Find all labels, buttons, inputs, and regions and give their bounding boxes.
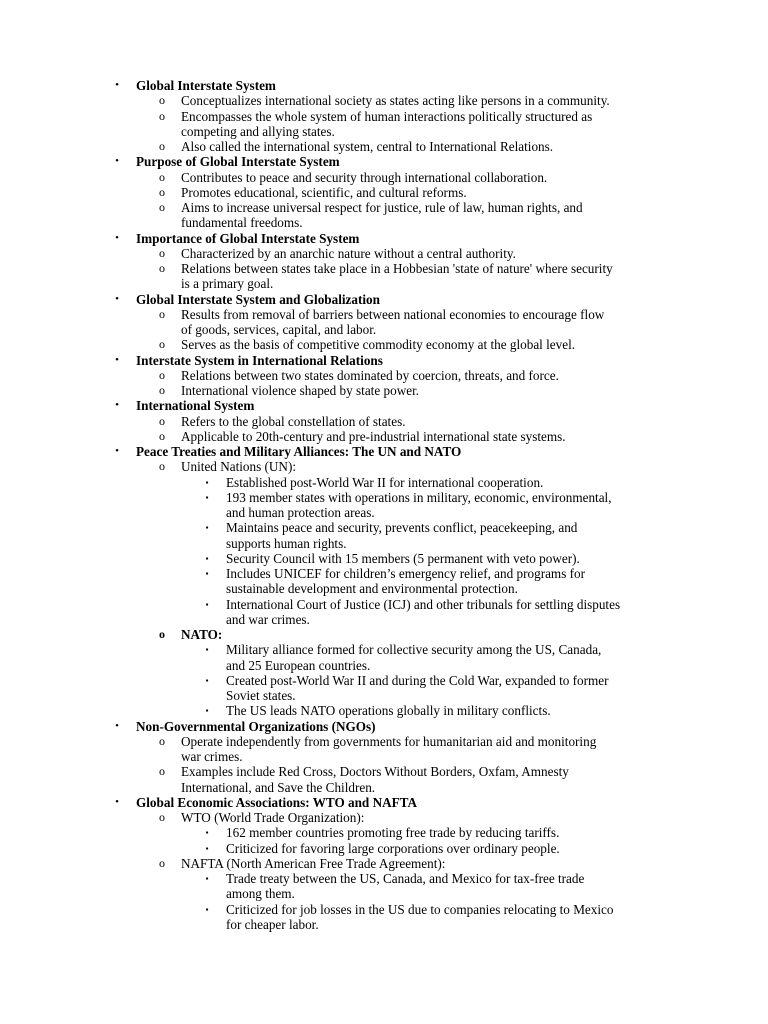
list-item-text: Operate independently from governments for humanitarian aid and monitoring (181, 733, 597, 749)
outline-line (0, 93, 768, 108)
bullet-circle: o (159, 337, 165, 352)
list-item-text: Applicable to 20th-century and pre-industrial international state systems. (181, 428, 566, 444)
outline-line (0, 383, 768, 398)
outline-line (0, 109, 768, 124)
list-item-text: United Nations (UN): (181, 459, 297, 475)
list-item-text: Results from removal of barriers between national economies to encourage flow (181, 306, 605, 322)
sub-item-text: Criticized for job losses in the US due to companies relocating to Mexico (226, 901, 614, 917)
section-heading: Peace Treaties and Military Alliances: The UN and NATO (136, 444, 462, 459)
outline-line (0, 170, 768, 185)
outline-line (0, 551, 768, 566)
outline-line (0, 505, 768, 520)
sub-item-text: Created post-World War II and during the Cold War, expanded to former (226, 672, 609, 688)
bullet-disc: • (115, 155, 119, 168)
list-item-text: war crimes. (181, 749, 243, 764)
section-heading: Global Interstate System and Globalization (136, 291, 380, 307)
bullet-disc: • (115, 719, 119, 732)
outline-line (0, 566, 768, 581)
outline-line (0, 597, 768, 612)
bullet-circle: o (159, 261, 165, 275)
outline-line (0, 886, 768, 901)
outline-line (0, 246, 768, 261)
sub-item-text: The US leads NATO operations globally in military conflicts. (226, 703, 551, 719)
bullet-square: ▪ (205, 523, 209, 533)
list-item-text: Contributes to peace and security through international collaboration. (181, 169, 548, 185)
sub-item-text: supports human rights. (226, 535, 347, 551)
outline-line (0, 215, 768, 230)
section-heading: Global Economic Associations: WTO and NAFTA (136, 794, 418, 810)
bullet-circle: o (159, 200, 165, 214)
outline-line (0, 475, 768, 490)
bullet-disc: • (115, 445, 119, 457)
outline-line (0, 719, 768, 734)
bullet-circle: o (159, 810, 165, 824)
section-heading: Global Interstate System (136, 78, 276, 93)
bullet-disc: • (115, 353, 119, 366)
bullet-square: ▪ (205, 645, 209, 655)
outline-line (0, 124, 768, 139)
outline-line (0, 307, 768, 322)
bullet-square: ▪ (205, 675, 209, 685)
list-item-text: NATO: (181, 627, 223, 642)
list-item-text: Examples include Red Cross, Doctors Without Borders, Oxfam, Amnesty (181, 764, 569, 780)
list-item-text: NAFTA (North American Free Trade Agreement): (181, 855, 446, 871)
bullet-circle: o (159, 733, 165, 748)
bullet-disc: • (115, 79, 119, 91)
list-item-text: Encompasses the whole system of human interactions politically structured as (181, 108, 593, 124)
outline-line (0, 871, 768, 886)
outline-line (0, 902, 768, 917)
list-item-text: Relations between two states dominated by coercion, threats, and force. (181, 367, 559, 383)
outline-line (0, 795, 768, 810)
bullet-circle: o (159, 764, 165, 779)
bullet-disc: • (115, 795, 119, 808)
outline-line (0, 917, 768, 932)
outline-line (0, 353, 768, 368)
list-item-text: International violence shaped by state power. (181, 383, 420, 398)
bullet-circle: o (159, 413, 165, 428)
list-item-text: International, and Save the Children. (181, 779, 376, 795)
list-item-text: fundamental freedoms. (181, 215, 303, 231)
outline-line (0, 444, 768, 459)
outline-line (0, 337, 768, 352)
bullet-outline (0, 78, 768, 932)
outline-line (0, 414, 768, 429)
outline-line (0, 78, 768, 93)
sub-item-text: Security Council with 15 members (5 permanent with veto power). (226, 550, 580, 566)
outline-line (0, 398, 768, 413)
sub-item-text: Established post-World War II for international cooperation. (226, 474, 544, 490)
bullet-square: ▪ (205, 569, 209, 578)
bullet-square: ▪ (205, 843, 209, 853)
outline-line (0, 185, 768, 200)
bullet-circle: o (159, 383, 165, 397)
outline-line (0, 749, 768, 764)
outline-line (0, 261, 768, 276)
bullet-circle: o (159, 428, 165, 443)
outline-line (0, 658, 768, 673)
bullet-square: ▪ (205, 828, 209, 838)
sub-item-text: 162 member countries promoting free trade by reducing tariffs. (226, 825, 560, 841)
list-item-text: Serves as the basis of competitive commodity economy at the global level. (181, 337, 576, 353)
sub-item-text: 193 member states with operations in military, economic, environmental, (226, 489, 612, 505)
bullet-circle: o (159, 367, 165, 382)
outline-line (0, 841, 768, 856)
sub-item-text: International Court of Justice (ICJ) and other tribunals for settling disputes (226, 596, 621, 612)
bullet-disc: • (115, 292, 119, 305)
sub-item-text: Military alliance formed for collective security among the US, Canada, (226, 642, 602, 658)
outline-line (0, 459, 768, 474)
list-item-text: Also called the international system, central to International Relations. (181, 139, 554, 154)
outline-line (0, 642, 768, 657)
list-item-text: is a primary goal. (181, 276, 274, 292)
section-heading: International System (136, 398, 255, 414)
outline-line (0, 520, 768, 535)
outline-line (0, 276, 768, 291)
bullet-square: ▪ (205, 599, 209, 609)
outline-line (0, 368, 768, 383)
list-item-text: Conceptualizes international society as states acting like persons in a community. (181, 93, 610, 109)
list-item-text: Characterized by an anarchic nature without a central authority. (181, 245, 516, 261)
section-heading: Purpose of Global Interstate System (136, 154, 340, 170)
bullet-square: ▪ (205, 706, 209, 716)
bullet-square: ▪ (205, 477, 209, 487)
bullet-circle: o (159, 108, 165, 123)
list-item-text: competing and allying states. (181, 123, 335, 139)
bullet-circle: o (159, 184, 165, 199)
outline-line (0, 292, 768, 307)
bullet-circle: o (159, 459, 165, 474)
list-item-text: Relations between states take place in a Hobbesian 'state of nature' where security (181, 261, 613, 276)
bullet-circle: o (159, 306, 165, 321)
sub-item-text: Soviet states. (226, 688, 296, 703)
section-heading: Interstate System in International Relations (136, 352, 383, 368)
outline-line (0, 688, 768, 703)
list-item-text: Promotes educational, scientific, and cultural reforms. (181, 184, 467, 200)
list-item-text: of goods, services, capital, and labor. (181, 322, 377, 337)
sub-item-text: Trade treaty between the US, Canada, and Mexico for tax-free trade (226, 871, 585, 886)
outline-line (0, 581, 768, 596)
list-item-text: Refers to the global constellation of states. (181, 413, 406, 429)
bullet-circle: o (159, 93, 165, 108)
sub-item-text: and war crimes. (226, 611, 310, 627)
outline-line (0, 673, 768, 688)
outline-line (0, 627, 768, 642)
bullet-square: ▪ (205, 492, 209, 502)
bullet-circle: o (159, 169, 165, 184)
bullet-square: ▪ (205, 874, 209, 883)
outline-line (0, 536, 768, 551)
sub-item-text: Criticized for favoring large corporations over ordinary people. (226, 840, 560, 856)
outline-line (0, 429, 768, 444)
bullet-disc: • (115, 399, 119, 412)
bullet-square: ▪ (205, 553, 209, 563)
list-item-text: WTO (World Trade Organization): (181, 810, 365, 825)
sub-item-text: among them. (226, 886, 295, 902)
section-heading: Non-Governmental Organizations (NGOs) (136, 718, 376, 734)
outline-line (0, 703, 768, 718)
sub-item-text: sustainable development and environmental protection. (226, 581, 518, 597)
sub-item-text: and human protection areas. (226, 505, 375, 520)
bullet-circle: o (159, 139, 165, 153)
outline-line (0, 322, 768, 337)
section-heading: Importance of Global Interstate System (136, 230, 360, 246)
outline-line (0, 154, 768, 169)
outline-line (0, 200, 768, 215)
outline-line (0, 764, 768, 779)
sub-item-text: Includes UNICEF for children’s emergency relief, and programs for (226, 566, 585, 581)
outline-line (0, 139, 768, 154)
bullet-circle: o (159, 627, 165, 641)
outline-line (0, 825, 768, 840)
outline-line (0, 612, 768, 627)
outline-line (0, 856, 768, 871)
outline-line (0, 231, 768, 246)
bullet-disc: • (115, 231, 119, 244)
outline-line (0, 780, 768, 795)
sub-item-text: Maintains peace and security, prevents conflict, peacekeeping, and (226, 520, 578, 536)
outline-line (0, 734, 768, 749)
bullet-square: ▪ (205, 904, 209, 914)
outline-line (0, 810, 768, 825)
list-item-text: Aims to increase universal respect for justice, rule of law, human rights, and (181, 200, 583, 215)
bullet-circle: o (159, 855, 165, 870)
sub-item-text: for cheaper labor. (226, 916, 319, 932)
outline-line (0, 490, 768, 505)
sub-item-text: and 25 European countries. (226, 657, 371, 673)
bullet-circle: o (159, 245, 165, 260)
